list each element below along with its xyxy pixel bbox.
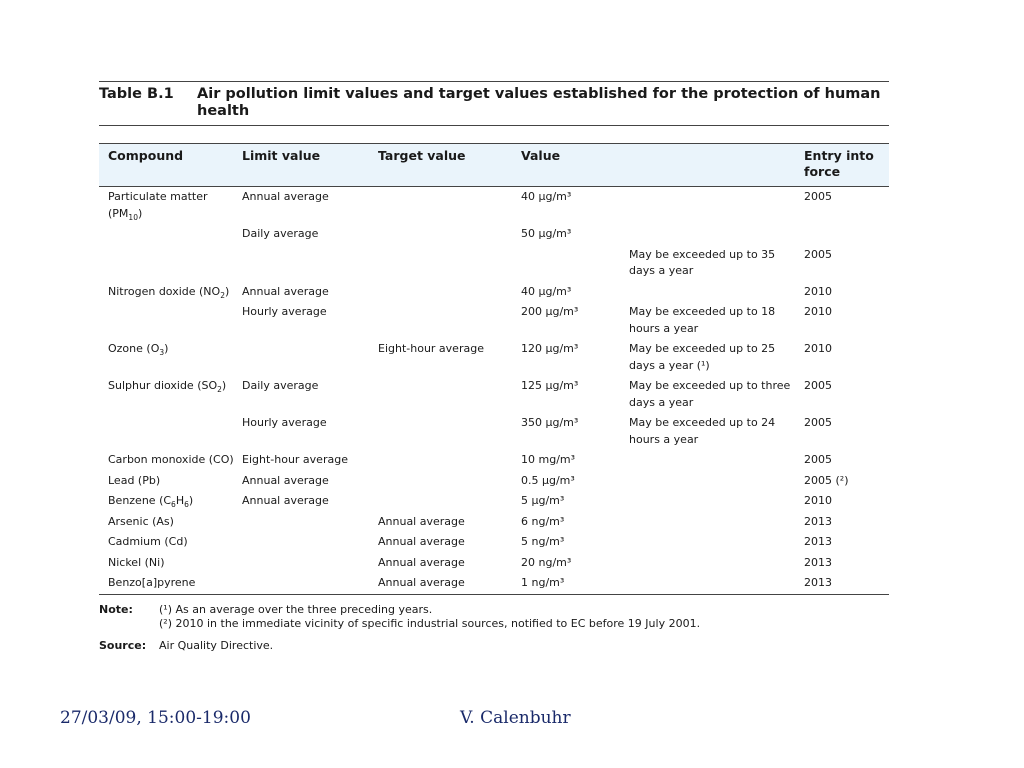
cell-c4: 5 ng/m³ — [521, 535, 565, 548]
cell-c1: Benzo[a]pyrene — [99, 573, 242, 594]
cell-c4: 200 µg/m³ — [521, 305, 579, 318]
header-note — [629, 144, 804, 187]
cell-c3 — [378, 491, 521, 512]
cell-c4: 1 ng/m³ — [521, 573, 629, 594]
cell-c6: 2010 — [804, 494, 832, 507]
table-body — [99, 187, 889, 595]
cell-c6: 2005 — [804, 416, 832, 429]
cell-c5 — [629, 512, 804, 533]
cell-c4: 125 µg/m³ — [521, 379, 579, 392]
cell-c2 — [242, 553, 378, 574]
cell-c3: Annual average — [378, 555, 465, 569]
subscript: 10 — [128, 212, 138, 222]
cell-c5: May be exceeded up to 25 days a year (¹) — [629, 342, 776, 372]
cell-c2: Annual average — [242, 473, 329, 487]
cell-c5 — [629, 450, 804, 471]
table-row — [99, 187, 889, 225]
cell-c6: 2013 — [804, 514, 832, 528]
cell-c3: Annual average — [378, 535, 465, 548]
note-2: (²) 2010 in the immediate vicinity of specific industrial sources, notified to EC before 19 July 2001. — [159, 616, 701, 630]
table-row — [99, 512, 889, 533]
cell-c1: Nitrogen doxide $(NO_2)$ — [108, 284, 230, 300]
table-row — [99, 224, 889, 245]
table-header-row — [99, 144, 889, 187]
cell-c2: Eight-hour average — [242, 453, 348, 466]
cell-c5 — [629, 187, 804, 225]
cell-c1: Lead (Pb) — [108, 473, 161, 487]
cell-c2: Daily average — [242, 227, 319, 240]
cell-c2: Annual average — [242, 284, 329, 298]
cell-c6: 2010 — [804, 284, 832, 298]
cell-c3: Eight-hour average — [378, 342, 484, 355]
cell-c5 — [629, 224, 804, 245]
table-row — [99, 282, 889, 303]
table-row — [99, 450, 889, 471]
footer-author: V. Calenbuhr — [460, 708, 571, 728]
cell-c1: Nickel (Ni) — [108, 555, 165, 569]
cell-c5 — [629, 573, 804, 594]
header-value: Value — [521, 144, 629, 187]
cell-c5 — [629, 491, 804, 512]
cell-c6 — [804, 224, 889, 245]
cell-c5: May be exceeded up to 35 days a year — [629, 247, 776, 277]
cell-c5 — [629, 532, 804, 553]
cell-c4 — [521, 245, 629, 282]
subscript: 2 — [220, 290, 225, 300]
footer-date: 27/03/09, 15:00-19:00 — [60, 708, 251, 728]
cell-c1: Ozone $(O_3)$ — [108, 342, 169, 357]
table-row — [99, 491, 889, 512]
cell-c3 — [378, 187, 521, 225]
table-row — [99, 532, 889, 553]
cell-c6: 2005 — [804, 453, 832, 466]
cell-c3 — [378, 302, 521, 339]
cell-c3 — [378, 413, 521, 450]
cell-c6: 2013 — [804, 535, 832, 548]
cell-c6: 2010 — [804, 342, 832, 355]
cell-c1 — [99, 302, 242, 339]
cell-c4: 40 µg/m³ — [521, 284, 572, 298]
cell-c2 — [242, 532, 378, 553]
cell-c3 — [378, 245, 521, 282]
cell-c6: 2005 (²) — [804, 473, 849, 487]
cell-c2 — [242, 339, 378, 376]
table-row — [99, 245, 889, 282]
table-row — [99, 413, 889, 450]
cell-c3 — [378, 376, 521, 413]
note-label: Note: — [99, 602, 133, 616]
source-label: Source: — [99, 638, 147, 652]
cell-c3: Annual average — [378, 514, 465, 528]
source-text: Air Quality Directive. — [159, 638, 274, 652]
cell-c4: 20 ng/m³ — [521, 555, 572, 569]
table-caption — [99, 81, 889, 126]
cell-c3 — [378, 282, 521, 303]
header-entry-into-force: Entry into force — [804, 144, 889, 187]
table-row — [99, 471, 889, 492]
header-target-value: Target value — [378, 144, 521, 187]
subscript: 6 — [184, 500, 189, 509]
cell-c6: 2010 — [804, 305, 832, 318]
cell-c1: Particulate matter $(PM_{10})$ — [108, 190, 208, 222]
cell-c5: May be exceeded up to three days a year — [629, 379, 791, 409]
cell-c2: Daily average — [242, 379, 319, 392]
cell-c4: 10 mg/m³ — [521, 453, 576, 466]
subscript: 2 — [217, 385, 222, 394]
cell-c5 — [629, 282, 804, 303]
cell-c1 — [99, 245, 242, 282]
cell-c6: 2013 — [804, 573, 889, 594]
cell-c1: Sulphur dioxide $(SO_2)$ — [108, 379, 227, 394]
cell-c3: Annual average — [378, 573, 521, 594]
cell-c2 — [242, 512, 378, 533]
cell-c2: Annual average — [242, 494, 329, 507]
cell-c2: Hourly average — [242, 416, 327, 429]
cell-c6: 2005 — [804, 379, 832, 392]
subscript: 3 — [159, 348, 165, 357]
cell-c6: 2013 — [804, 555, 832, 569]
cell-c6: 2005 — [804, 190, 832, 203]
cell-c1: Cadmium (Cd) — [108, 535, 188, 548]
cell-c4: 6 ng/m³ — [521, 514, 565, 528]
cell-c4: 5 µg/m³ — [521, 494, 565, 507]
cell-c4: 50 µg/m³ — [521, 227, 572, 240]
cell-c1: Carbon monoxide (CO) — [108, 453, 234, 466]
pollution-table — [99, 143, 889, 595]
cell-c2: Hourly average — [242, 305, 327, 318]
table-number: Table B.1 — [99, 86, 174, 102]
cell-c5: May be exceeded up to 18 hours a year — [629, 305, 776, 335]
note-1: (¹) As an average over the three preceding years. — [159, 602, 433, 616]
table-notes — [99, 603, 889, 653]
cell-c2 — [242, 573, 378, 594]
table-block — [99, 81, 889, 653]
table-row — [99, 376, 889, 413]
table-row — [99, 339, 889, 376]
cell-c1: Arsenic (As) — [108, 514, 174, 528]
cell-c3 — [378, 471, 521, 492]
cell-c4: 120 µg/m³ — [521, 342, 579, 355]
cell-c4: 350 µg/m³ — [521, 416, 579, 429]
table-row — [99, 553, 889, 574]
cell-c3 — [378, 450, 521, 471]
cell-c4: 40 µg/m³ — [521, 190, 572, 203]
cell-c1 — [99, 224, 242, 245]
header-limit-value: Limit value — [242, 144, 378, 187]
cell-c4: 0.5 µg/m³ — [521, 473, 575, 487]
cell-c3 — [378, 224, 521, 245]
cell-c5: May be exceeded up to 24 hours a year — [629, 416, 776, 446]
header-compound: Compound — [99, 144, 242, 187]
cell-c5 — [629, 553, 804, 574]
cell-c6: 2005 — [804, 247, 832, 261]
table-row — [99, 302, 889, 339]
cell-c1 — [99, 413, 242, 450]
subscript: 6 — [171, 500, 176, 509]
table-row — [99, 573, 889, 594]
cell-c2: Annual average — [242, 190, 329, 203]
table-title: Air pollution limit values and target values established for the protection of human health — [197, 86, 881, 119]
cell-c2 — [242, 245, 378, 282]
cell-c1: Benzene $(C_6H_6)$ — [108, 494, 194, 509]
cell-c5 — [629, 471, 804, 492]
